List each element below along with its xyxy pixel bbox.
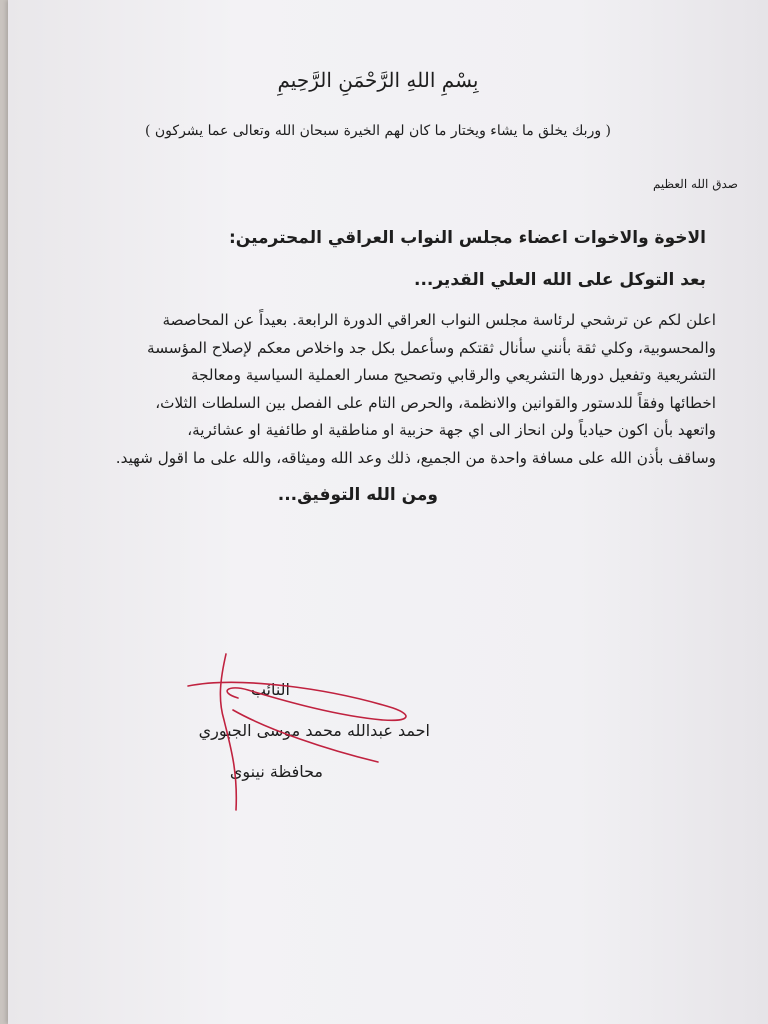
body-line: التشريعية وتفعيل دورها التشريعي والرقابي وتصحيح مسار العملية السياسية ومعالجة	[190, 366, 716, 384]
letter-body	[56, 307, 716, 472]
verse-attribution: صدق الله العظيم	[652, 177, 738, 191]
body-line: اخطائها وفقاً للدستور والقوانين والانظمة، والحرص التام على الفصل بين السلطات الثلاث،	[155, 393, 716, 412]
body-line: وساقف بأذن الله على مسافة واحدة من الجميع، ذلك وعد الله وميثاقه، والله على ما اقول شهيد.	[115, 448, 716, 467]
signatory-province: محافظة نينوى	[229, 762, 323, 781]
salutation: الاخوة والاخوات اعضاء مجلس النواب العراقي المحترمين:	[228, 228, 706, 248]
quran-verse: ( وربك يخلق ما يشاء ويختار ما كان لهم الخيرة سبحان الله وتعالى عما يشركون )	[144, 123, 612, 139]
body-line: واتعهد بأن اكون حيادياً ولن انحاز الى اي جهة حزبية او مناطقية او طائفية او عشائرية،	[187, 421, 716, 439]
opening-line: بعد التوكل على الله العلي القدير...	[413, 270, 706, 290]
handwritten-signature	[178, 650, 418, 820]
letter-page	[8, 0, 768, 1024]
signatory-name: احمد عبدالله محمد موسى الجبوري	[198, 721, 430, 740]
closing-line: ومن الله التوفيق...	[277, 485, 438, 505]
basmala: بِسْمِ اللهِ الرَّحْمَنِ الرَّحِيمِ	[277, 68, 479, 92]
signatory-title: النائب	[250, 680, 290, 699]
body-line: اعلن لكم عن ترشحي لرئاسة مجلس النواب العراقي الدورة الرابعة. بعيداً عن المحاصصة	[162, 311, 716, 329]
body-line: والمحسوبية، وكلي ثقة بأنني سأنال ثقتكم وسأعمل بكل جد واخلاص معكم لإصلاح المؤسسة	[147, 338, 716, 357]
